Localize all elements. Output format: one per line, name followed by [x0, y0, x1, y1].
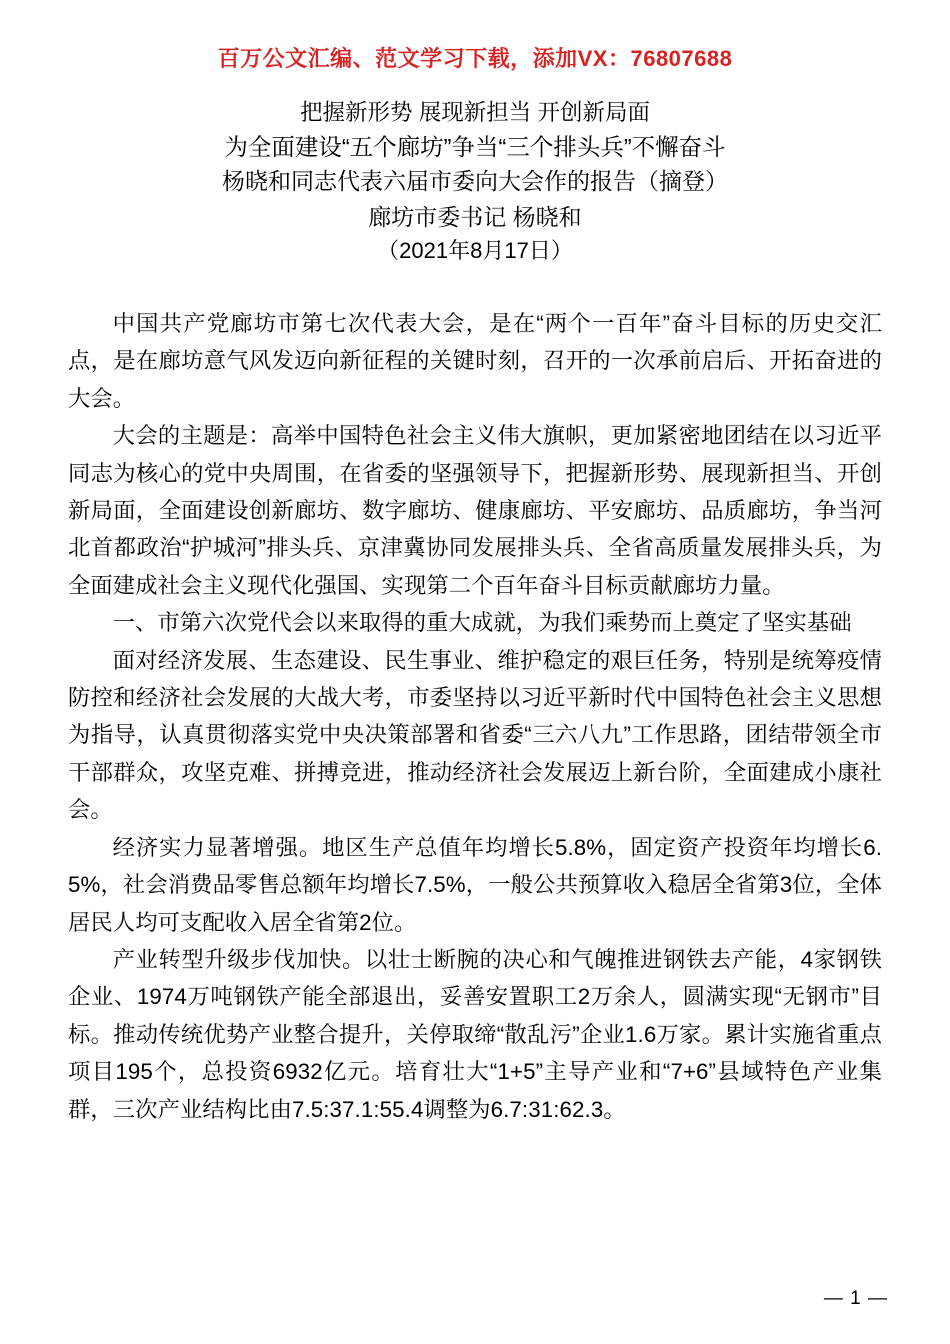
document-body	[68, 305, 882, 1128]
body-paragraph: 中国共产党廊坊市第七次代表大会，是在“两个一百年”奋斗目标的历史交汇点，是在廊坊意气风发迈向新征程的关键时刻，召开的一次承前启后、开拓奋进的大会。	[68, 311, 882, 411]
body-paragraph: 产业转型升级步伐加快。以壮士断腕的决心和气魄推进钢铁去产能，4家钢铁企业、1974万吨钢铁产能全部退出，妥善安置职工2万余人，圆满实现“无钢市”目标。推动传统优势产业整合提升，关停取缔“散乱污”企业1.6万家。累计实施省重点项目195个，总投资6932亿元。培育壮大“1+5”主导产业和“7+6”县域特色产业集群，三次产业结构比由7.5:37.1:55.4调整为6.7:31:62.3。	[68, 946, 882, 1122]
title-line-2: 为全面建设“五个廊坊”争当“三个排头兵”不懈奋斗	[224, 134, 726, 160]
body-paragraph: 面对经济发展、生态建设、民生事业、维护稳定的艰巨任务，特别是统筹疫情防控和经济社会发展的大战大考，市委坚持以习近平新时代中国特色社会主义思想为指导，认真贯彻落实党中央决策部署和省委“三六八九”工作思路，团结带领全市干部群众，攻坚克难、拼搏竞进，推动经济社会发展迈上新台阶，全面建成小康社会。	[68, 647, 882, 823]
author-byline: 廊坊市委书记 杨晓和	[368, 204, 582, 230]
body-paragraph: 大会的主题是：高举中国特色社会主义伟大旗帜，更加紧密地团结在以习近平同志为核心的党中央周围，在省委的坚强领导下，把握新形势、展现新担当、开创新局面，全面建设创新廊坊、数字廊坊、健康廊坊、平安廊坊、品质廊坊，争当河北首都政治“护城河”排头兵、京津冀协同发展排头兵、全省高质量发展排头兵，为全面建成社会主义现代化强国、实现第二个百年奋斗目标贡献廊坊力量。	[68, 423, 882, 598]
title-line-1: 把握新形势 展现新担当 开创新局面	[299, 100, 650, 125]
section-heading: 一、市第六次党代会以来取得的重大成就，为我们乘势而上奠定了坚实基础	[112, 610, 852, 636]
document-date: （2021年8月17日）	[377, 238, 573, 263]
document-title-block	[0, 96, 950, 268]
title-line-3: 杨晓和同志代表六届市委向大会作的报告（摘登）	[222, 168, 728, 194]
page-number: — 1 —	[823, 1288, 888, 1309]
body-paragraph: 经济实力显著增强。地区生产总值年均增长5.8%，固定资产投资年均增长6.5%，社会消费品零售总额年均增长7.5%，一般公共预算收入稳居全省第3位，全体居民人均可支配收入居全省第2位。	[68, 834, 882, 935]
promo-banner-text: 百万公文汇编、范文学习下载，添加VX：76807688	[217, 46, 733, 71]
